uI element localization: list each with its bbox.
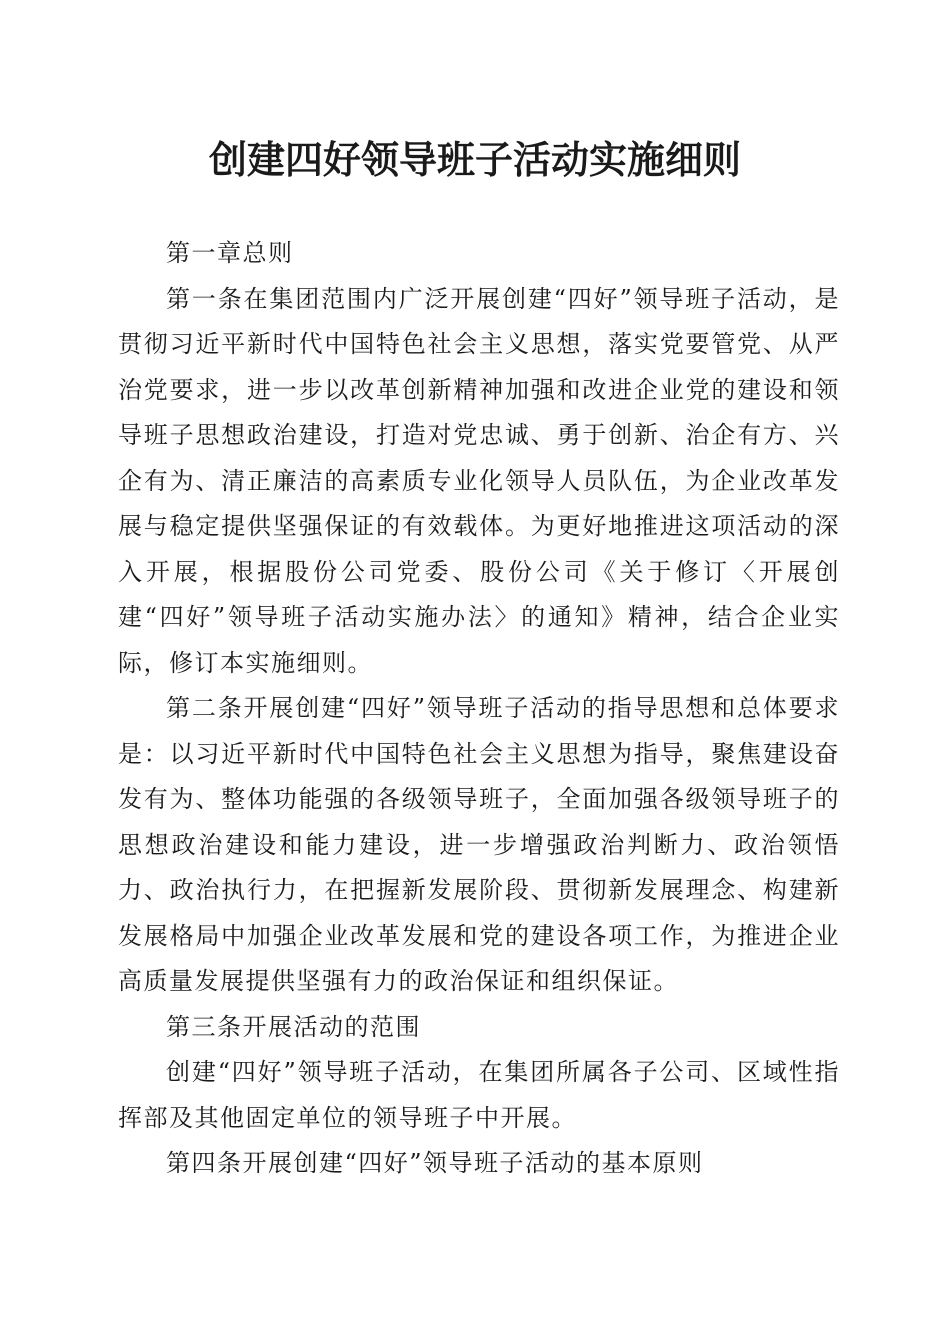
chapter-heading: 第一章总则 bbox=[166, 239, 294, 267]
document-body bbox=[118, 231, 840, 1187]
article-4-heading: 第四条开展创建“四好”领导班子活动的基本原则 bbox=[166, 1149, 704, 1177]
article-1-paragraph: 第一条在集团范围内广泛开展创建“四好”领导班子活动，是贯彻习近平新时代中国特色社会主义思想，落实党要管党、从严治党要求，进一步以改革创新精神加强和改进企业党的建设和领导班子思想政治建设，打造对党忠诚、勇于创新、治企有方、兴企有为、清正廉洁的高素质专业化领导人员队伍，为企业改革发展与稳定提供坚强保证的有效载体。为更好地推进这项活动的深入开展，根据股份公司党委、股份公司《关于修订〈开展创建“四好”领导班子活动实施办法〉的通知》精神，结合企业实际，修订本实施细则。 bbox=[118, 284, 840, 677]
article-3-heading: 第三条开展活动的范围 bbox=[166, 1012, 421, 1041]
document-title: 创建四好领导班子活动实施细则 bbox=[208, 137, 741, 182]
article-3-paragraph: 创建“四好”领导班子活动，在集团所属各子公司、区域性指挥部及其他固定单位的领导班子中开展。 bbox=[118, 1058, 840, 1132]
article-2-paragraph: 第二条开展创建“四好”领导班子活动的指导思想和总体要求是：以习近平新时代中国特色社会主义思想为指导，聚焦建设奋发有为、整体功能强的各级领导班子，全面加强各级领导班子的思想政治建设和能力建设，进一步增强政治判断力、政治领悟力、政治执行力，在把握新发展阶段、贯彻新发展理念、构建新发展格局中加强企业改革发展和党的建设各项工作，为推进企业高质量发展提供坚强有力的政治保证和组织保证。 bbox=[118, 694, 840, 995]
